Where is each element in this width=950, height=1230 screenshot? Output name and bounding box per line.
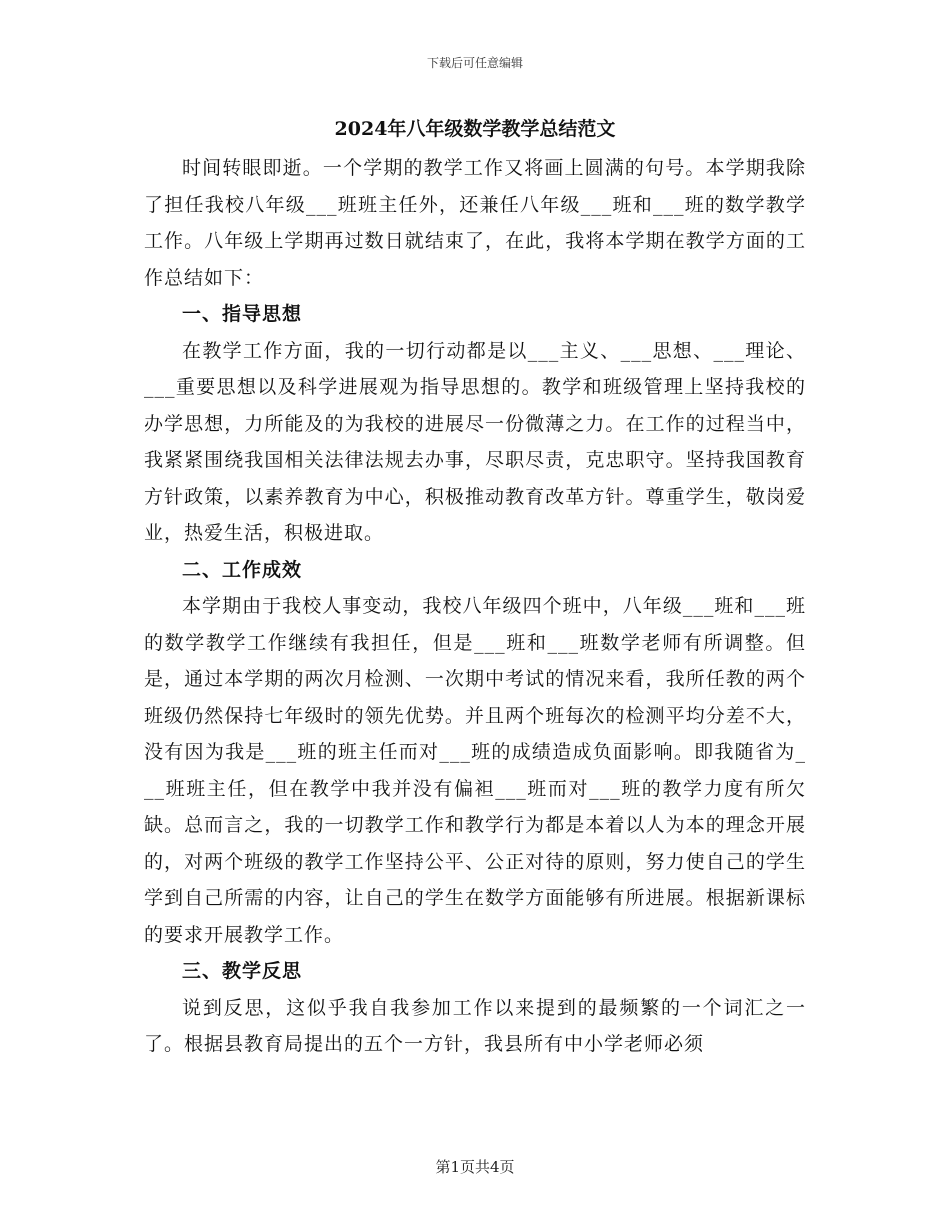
- page-footer-number: 第1页共4页: [435, 1158, 515, 1176]
- document-body: [144, 114, 806, 1063]
- section-heading-teaching-reflection: 三、教学反思: [182, 960, 303, 982]
- document-title: 2024年八年级数学教学总结范文: [334, 118, 616, 140]
- section-paragraph-guiding-thought: 在教学工作方面，我的一切行动都是以___主义、___思想、___理论、___重要思想以及科学进展观为指导思想的。教学和班级管理上坚持我校的办学思想，力所能及的为我校的进展尽一份微薄之力。在工作的过程当中，我紧紧围绕我国相关法律法规去办事，尽职尽责，克忠职守。坚持我国教育方针政策，以素养教育为中心，积极推动教育改革方针。尊重学生，敬岗爱业，热爱生活，积极进取。: [144, 339, 806, 544]
- page-header-note: 下载后可任意编辑: [426, 56, 523, 70]
- section-heading-guiding-thought: 一、指导思想: [182, 303, 303, 325]
- section-heading-work-results: 二、工作成效: [182, 558, 303, 581]
- section-paragraph-work-results: 本学期由于我校人事变动，我校八年级四个班中，八年级___班和___班的数学教学工作继续有我担任，但是___班和___班数学老师有所调整。但是，通过本学期的两次月检测、一次期中考试的情况来看，我所任教的两个班级仍然保持七年级时的领先优势。并且两个班每次的检测平均分差不大，没有因为我是___班的班主任而对___班的成绩造成负面影响。即我随省为___班班主任，但在教学中我并没有偏袒___班而对___班的教学力度有所欠缺。总而言之，我的一切教学工作和教学行为都是本着以人为本的理念开展的，对两个班级的教学工作坚持公平、公正对待的原则，努力使自己的学生学到自己所需的内容，让自己的学生在数学方面能够有所进展。根据新课标的要求开展教学工作。: [144, 595, 806, 946]
- section-paragraph-teaching-reflection: 说到反思，这似乎我自我参加工作以来提到的最频繁的一个词汇之一了。根据县教育局提出的五个一方针，我县所有中小学老师必须: [144, 996, 806, 1055]
- intro-paragraph: 时间转眼即逝。一个学期的教学工作又将画上圆满的句号。本学期我除了担任我校八年级___班班主任外，还兼任八年级___班和___班的数学教学工作。八年级上学期再过数日就结束了，在此，我将本学期在教学方面的工作总结如下：: [144, 157, 806, 289]
